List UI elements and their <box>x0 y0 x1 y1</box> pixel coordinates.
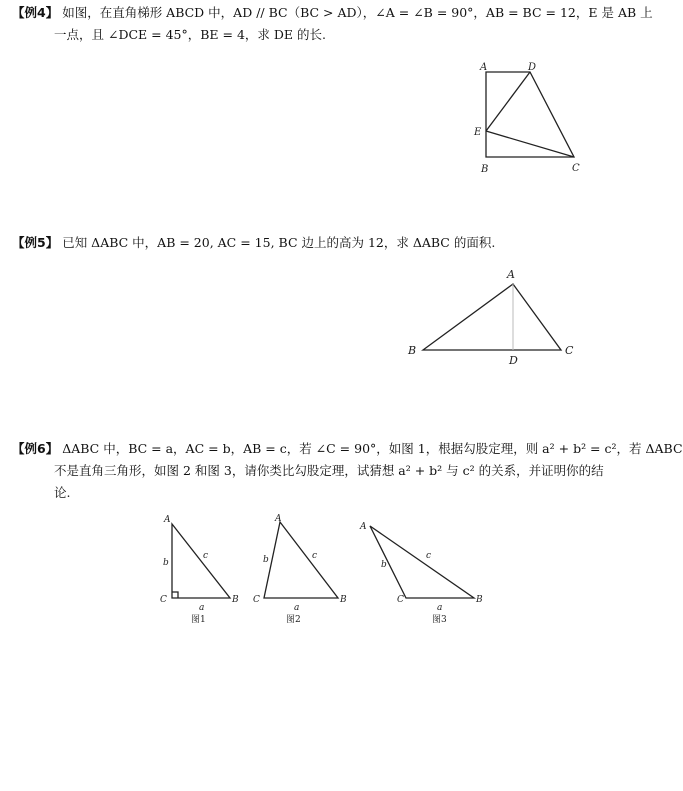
example-4 <box>12 2 653 46</box>
example-5 <box>12 232 592 254</box>
label-c: C <box>565 344 574 357</box>
example-6-text-1: ΔABC 中，BC = a，AC = b，AB = c，若 ∠C = 90°，如图 1，根据勾股定理，则 a² + b² = c²，若 ΔABC <box>62 441 683 456</box>
label-a: A <box>164 515 171 525</box>
label-side-b: b <box>263 555 269 565</box>
example-6-figure-3 <box>356 512 496 628</box>
example-6-figure-2 <box>250 512 356 628</box>
label-side-a: a <box>437 603 443 613</box>
segment-de <box>486 72 530 131</box>
caption-fig1: 图1 <box>191 615 206 625</box>
label-side-a: a <box>199 603 205 613</box>
label-a: A <box>275 514 282 524</box>
label-d: D <box>528 62 537 73</box>
segment-ec <box>486 131 574 157</box>
label-c: C <box>572 163 580 174</box>
label-b-vertex: B <box>476 595 483 605</box>
example-6-tag: 【例6】 <box>12 441 59 456</box>
label-side-b: b <box>163 558 169 568</box>
example-6-line-1 <box>12 438 683 460</box>
label-side-c: c <box>312 551 318 561</box>
label-a: A <box>480 62 488 73</box>
label-b-vertex: B <box>232 595 239 605</box>
example-6-line-2: 不是直角三角形，如图 2 和图 3，请你类比勾股定理，试猜想 a² + b² 与 c² 的关系，并证明你的结 <box>54 463 604 478</box>
caption-fig3: 图3 <box>432 615 447 625</box>
example-6 <box>12 438 683 504</box>
label-b: B <box>481 164 489 175</box>
example-4-figure <box>466 60 590 180</box>
label-d: D <box>509 354 518 367</box>
example-5-tag: 【例5】 <box>12 235 59 250</box>
example-4-line-2: 一点，且 ∠DCE = 45°，BE = 4，求 DE 的长. <box>54 27 326 42</box>
label-b: B <box>408 344 417 357</box>
label-side-b: b <box>381 560 387 570</box>
example-4-text-1: 如图，在直角梯形 ABCD 中，AD // BC（BC > AD），∠A = ∠B = 90°，AB = BC = 12，E 是 AB 上 <box>62 5 653 20</box>
right-angle-mark <box>172 592 178 598</box>
triangle-fig2 <box>264 522 338 598</box>
example-4-line-1 <box>12 2 653 24</box>
caption-fig2: 图2 <box>286 615 301 625</box>
label-side-a: a <box>294 603 300 613</box>
example-5-line-1 <box>12 232 592 254</box>
label-a: A <box>360 522 367 532</box>
label-c-vertex: C <box>160 595 167 605</box>
example-5-text-1: 已知 ΔABC 中，AB = 20, AC = 15, BC 边上的高为 12，求 ΔABC 的面积. <box>62 235 496 250</box>
example-6-figure-1 <box>150 512 250 628</box>
label-e: E <box>474 127 482 138</box>
label-side-c: c <box>203 551 209 561</box>
label-b-vertex: B <box>340 595 347 605</box>
example-5-figure <box>402 262 588 370</box>
label-c-vertex: C <box>253 595 260 605</box>
label-c-vertex: C <box>397 595 404 605</box>
label-side-c: c <box>426 551 432 561</box>
triangle-fig1 <box>172 524 230 598</box>
triangle-abc <box>423 284 561 350</box>
example-4-tag: 【例4】 <box>12 5 59 20</box>
example-6-line-3: 论. <box>54 485 71 500</box>
label-a: A <box>507 268 515 281</box>
